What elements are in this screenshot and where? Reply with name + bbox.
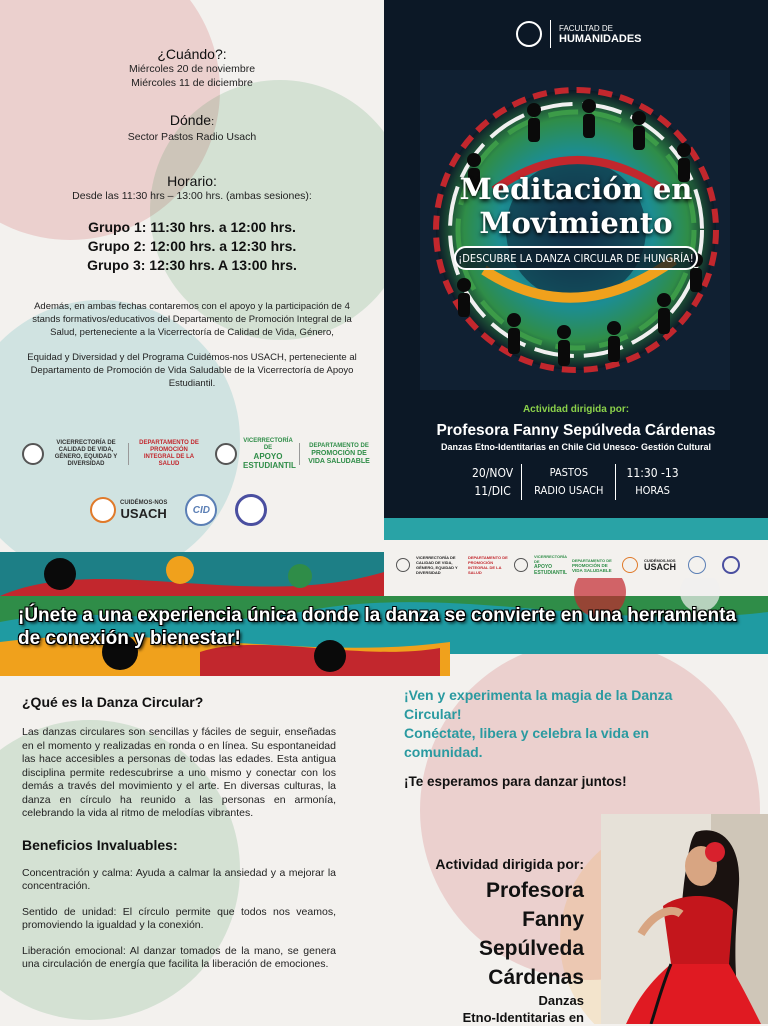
poster-time-2: HORAS: [635, 484, 670, 497]
invite-line-1: ¡Ven y experimenta la magia de la Danza Circular!: [404, 687, 673, 722]
invite-line-2: Conéctate, libera y celebra la vida en comunidad.: [404, 725, 650, 760]
poster-place: [522, 464, 616, 500]
teacher-directed-by: Actividad dirigida por:: [435, 856, 584, 872]
banner-vice2-big: APOYO ESTUDIANTIL: [534, 564, 568, 576]
banner-usach-seal-icon-2: [514, 558, 528, 572]
poster-title: [384, 172, 768, 240]
teacher-desc-2: Etno-Identitarias en: [462, 1010, 584, 1025]
dept-vida-big: PROMOCIÓN DE VIDA SALUDABLE: [308, 449, 370, 465]
group-1: Grupo 1: 11:30 hrs. a 12:00 hrs.: [88, 219, 296, 235]
faculty-small: FACULTAD DE: [559, 23, 613, 33]
where-title-text: Dónde: [169, 112, 212, 128]
benefit-2: Sentido de unidad: El círculo permite que todos nos veamos, promoviendo la igualdad y la conexión.: [22, 905, 336, 931]
benefits-title: Beneficios Invaluables:: [22, 836, 178, 853]
poster-date-1: 20/NOV: [472, 466, 514, 480]
event-info-panel: [0, 0, 384, 540]
teacher-name-4: Cárdenas: [488, 966, 584, 989]
benefit-3: Liberación emocional: Al danzar tomados de la mano, se genera una circulación de energía que facilita la liberación de emociones.: [22, 944, 336, 970]
poster-time-1: 11:30 -13: [626, 466, 679, 480]
when-title: ¿Cuándo?:: [157, 46, 227, 62]
usach-seal-icon: [22, 443, 44, 465]
banner-cuidemos-logo: [644, 558, 676, 572]
where-colon: :: [211, 116, 215, 128]
banner-usach-seal-icon: [396, 558, 410, 572]
dept-vida-small: DEPARTAMENTO DE: [309, 442, 369, 449]
schedule-title: Horario:: [167, 173, 217, 189]
support-paragraph-2: Equidad y Diversidad y del Programa Cuidémos-nos USACH, perteneciente al Departamento de Promoción de Vida Saludable de la Vicerrectoría de Apoyo Estudiantil.: [27, 352, 357, 389]
support-paragraph-1: Además, en ambas fechas contaremos con el apoyo y la participación de 4 stands formativos/educativos del Departamento de Promoción Integral de la Salud, perteneciente a la Vicerrectoría de Calidad de Vida, Género,: [32, 301, 352, 338]
faculty-header: [516, 20, 642, 48]
cuidemos-small: CUIDÉMOS-NOS: [120, 500, 168, 506]
faculty-name: HUMANIDADES: [559, 32, 642, 45]
banner-cuidemos-icon: [622, 557, 638, 573]
banner-cid-icon: [688, 556, 706, 574]
teacher-photo-illustration: [601, 814, 768, 1024]
poster-teacher-subtitle: Danzas Etno-Identitarias en Chile Cid Unesco- Gestión Cultural: [440, 442, 712, 452]
when-date-1: Miércoles 20 de noviembre: [128, 63, 256, 75]
poster-directed-by: Actividad dirigida por:: [522, 404, 630, 415]
event-poster: [384, 0, 768, 540]
vice-apoyo-small: VICERRECTORÍA DE: [243, 438, 293, 451]
teacher-name-3: Sepúlveda: [478, 937, 584, 960]
group-2: Grupo 2: 12:00 hrs. a 12:30 hrs.: [87, 238, 297, 254]
banner-dept1-logo: DEPARTAMENTO DE PROMOCIÓN INTEGRAL DE LA SALUD: [468, 555, 508, 575]
usach-seal-icon-2: [215, 443, 237, 465]
vice-apoyo-big: APOYO ESTUDIANTIL: [243, 452, 296, 470]
banner-logos: [392, 552, 768, 578]
invite-line-3: ¡Te esperamos para danzar juntos!: [404, 774, 627, 789]
banner-dept2-big: PROMOCIÓN DE VIDA SALUDABLE: [572, 562, 612, 573]
teacher-photo: [601, 814, 768, 1024]
dept-vida-saludable-logo: [306, 443, 372, 466]
poster-date-2: 11/DIC: [474, 484, 511, 498]
circular-title: ¿Qué es la Danza Circular?: [22, 694, 204, 710]
teacher-name-2: Fanny: [522, 908, 584, 931]
where-title: [0, 112, 384, 128]
where-place: Sector Pastos Radio Usach: [127, 131, 257, 143]
banner-cuidemos-big: USACH: [644, 562, 677, 572]
usach-humanidades-seal-icon: [235, 494, 267, 526]
poster-place-2: RADIO USACH: [534, 484, 604, 497]
benefit-1: Concentración y calma: Ayuda a calmar la ansiedad y a mejorar la concentración.: [22, 866, 336, 892]
poster-dates: [464, 464, 522, 500]
cid-logo: CID: [185, 494, 217, 526]
banner-cuidemos-small: CUIDÉMOS-NOS: [644, 558, 676, 563]
poster-place-1: PASTOS: [549, 466, 589, 479]
circular-dance-section: [22, 694, 336, 972]
banner-vice2-logo: [534, 554, 566, 576]
cuidemos-icon: [90, 497, 116, 523]
invitation-section: [404, 686, 724, 789]
cuidemos-logo: [90, 497, 167, 523]
poster-time: [616, 464, 688, 500]
poster-teacher-name: Profesora Fanny Sepúlveda Cárdenas: [436, 422, 716, 439]
banner-vice1-logo: VICERRECTORÍA DE CALIDAD DE VIDA, GÉNERO, EQUIDAD Y DIVERSIDAD: [416, 555, 458, 575]
vice-apoyo-estudiantil-logo: [243, 438, 296, 470]
teacher-desc-1: Danzas: [538, 993, 584, 1008]
partner-logos-row: [90, 494, 267, 526]
institution-logos-row: [22, 438, 372, 470]
poster-title-line-1: Meditación en: [459, 172, 693, 206]
banner-dept2-small: DEPARTAMENTO DE: [572, 557, 612, 563]
dept-promocion-salud-logo: DEPARTAMENTO DE PROMOCIÓN INTEGRAL DE LA SALUD: [139, 440, 199, 467]
schedule-desc: Desde las 11:30 hrs – 13:00 hrs. (ambas sesiones):: [72, 190, 312, 202]
poster-bottom-bar: [384, 518, 768, 540]
teacher-block: [384, 856, 584, 1026]
circular-body: Las danzas circulares son sencillas y fáciles de seguir, enseñadas en el momento y realizadas en ronda o en línea. Su espontaneidad las hace accesibles a personas de todas las edades. Esta antigua disciplina permite redescubrirse a uno mismo y conectar con los demás a través del movimiento y el arte. En diversas culturas, la danza en círculo ha reunido a las personas en armonía, celebrando la vida al ritmo de melodías vibrantes.: [22, 726, 336, 819]
poster-title-line-2: Movimiento: [479, 206, 673, 240]
group-3: Grupo 3: 12:30 hrs. A 13:00 hrs.: [87, 257, 297, 273]
banner-humanidades-seal-icon: [722, 556, 740, 574]
vice-calidad-vida-logo: VICERRECTORÍA DE CALIDAD DE VIDA, GÉNERO, EQUIDAD Y DIVERSIDAD: [54, 440, 118, 467]
poster-details: [464, 464, 689, 500]
banner-vice2-small: VICERRECTORÍA DE: [534, 554, 567, 564]
banner-headline: ¡Únete a una experiencia única donde la danza se convierte en una herramienta de conexión y bienestar!: [18, 605, 737, 649]
banner-dept2-logo: [572, 558, 616, 573]
cuidemos-big: USACH: [120, 506, 167, 521]
usach-logo-icon: [516, 21, 542, 47]
teacher-name-1: Profesora: [485, 879, 584, 902]
poster-tagline: ¡DESCUBRE LA DANZA CIRCULAR DE HUNGRÍA!: [454, 246, 698, 270]
banner-strip: [0, 552, 768, 676]
when-date-2: Miércoles 11 de diciembre: [131, 77, 253, 89]
